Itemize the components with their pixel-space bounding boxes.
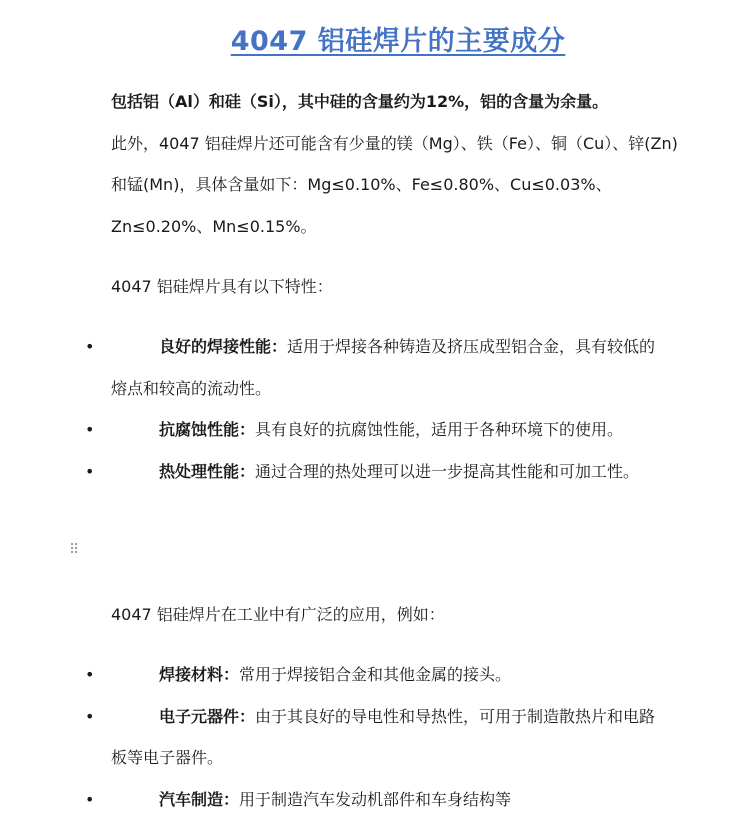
list-item-welding-performance	[0, 326, 666, 409]
list-item-label: 汽车制造：	[159, 789, 240, 809]
list-item-heat-treatment	[0, 451, 666, 493]
features-list	[0, 326, 756, 492]
list-item-label: 抗腐蚀性能：	[159, 420, 256, 439]
bullet-icon: •	[85, 461, 95, 481]
list-item-text: 通过合理的热处理可以进一步提高其性能和可加工性。	[255, 461, 640, 481]
list-item-text: 适用于焊接各种铸造及挤压成型铝合金，具有较低的熔点和较高的流动性。	[111, 337, 656, 398]
bullet-icon: •	[85, 420, 95, 439]
bullet-icon: •	[85, 706, 95, 726]
intro-paragraph	[111, 81, 681, 247]
bullet-icon: •	[85, 665, 95, 684]
bullet-icon: •	[85, 337, 95, 356]
intro-bold-text: 包括铝（Al）和硅（Si），其中硅的含量约为12%，铝的含量为余量。	[111, 92, 609, 111]
list-item-corrosion-resistance	[0, 409, 666, 451]
list-item-welding-materials	[0, 654, 666, 696]
list-item-label: 焊接材料：	[159, 665, 240, 684]
list-item-text: 由于其良好的导电性和导热性，可用于制造散热片和电路板等电子器件。	[111, 706, 656, 767]
intro-detail-text: 此外，4047 铝硅焊片还可能含有少量的镁（Mg）、铁（Fe）、铜（Cu）、锌(Zn)和锰(Mn)，具体含量如下：Mg≤0.10%、Fe≤0.80%、Cu≤0.03%、Zn≤0.20%、Mn≤0.15%。	[111, 133, 678, 236]
list-item-automotive-manufacturing	[0, 779, 666, 821]
list-item-electronic-components	[0, 696, 666, 779]
drag-handle-icon[interactable]: ⠿	[69, 542, 81, 558]
applications-list	[0, 654, 756, 820]
applications-lead-paragraph: 4047 铝硅焊片在工业中有广泛的应用，例如：	[111, 605, 445, 624]
list-item-label: 良好的焊接性能：	[159, 337, 288, 356]
features-lead-paragraph: 4047 铝硅焊片具有以下特性：	[111, 277, 333, 296]
list-item-text: 具有良好的抗腐蚀性能，适用于各种环境下的使用。	[255, 420, 624, 439]
bullet-icon: •	[85, 789, 95, 809]
list-item-text: 用于制造汽车发动机部件和车身结构等	[239, 789, 512, 809]
document-title: 4047 铝硅焊片的主要成分	[230, 26, 566, 57]
list-item-text: 常用于焊接铝合金和其他金属的接头。	[239, 665, 512, 684]
list-item-label: 热处理性能：	[159, 461, 256, 481]
list-item-label: 电子元器件：	[159, 706, 256, 726]
